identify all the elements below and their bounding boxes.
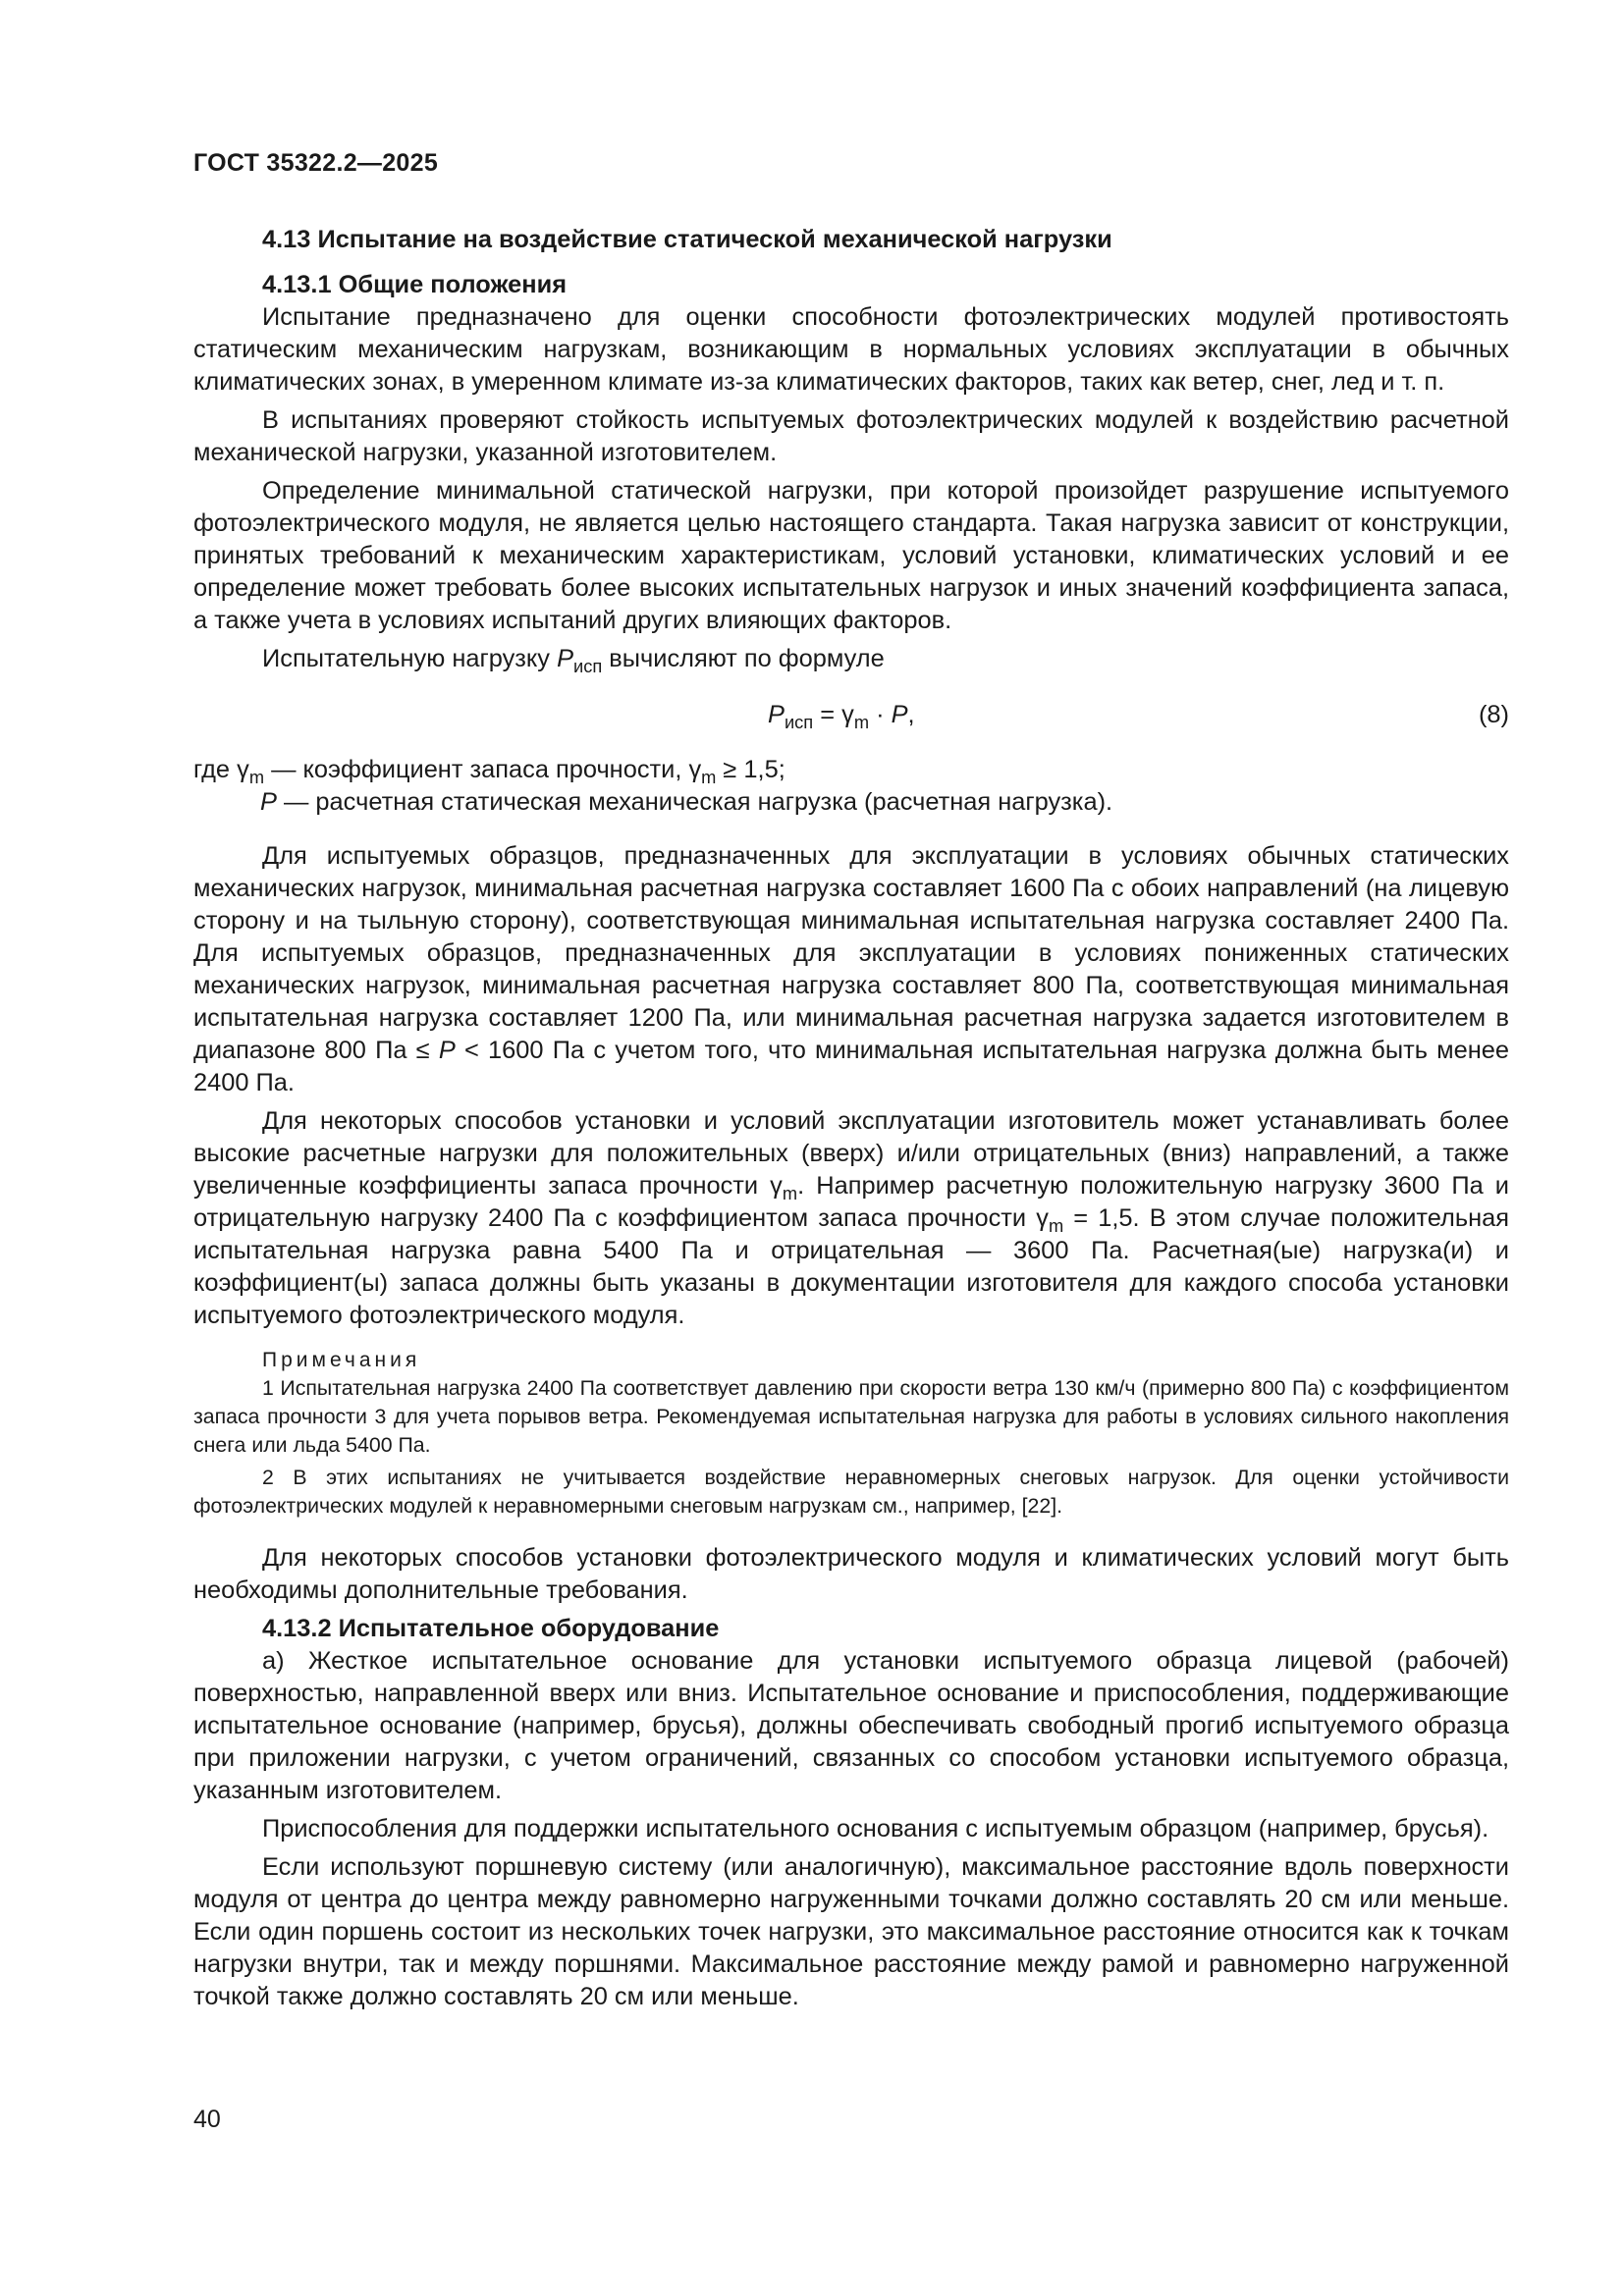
paragraph-additional-requirements: Для некоторых способов установки фотоэлектрического модуля и климатических условий могут быть необходимы дополнительные требования. xyxy=(193,1544,1509,1604)
document-header: ГОСТ 35322.2—2025 xyxy=(193,149,439,177)
note-1: 1 Испытательная нагрузка 2400 Па соответствует давлению при скорости ветра 130 км/ч (примерно 800 Па) с коэффициентом запаса прочности 3 для учета порывов ветра. Рекомендуемая испытательная нагрузка для работы в условиях сильного накопления снега или льда 5400 Па. xyxy=(193,1376,1509,1457)
document-page xyxy=(193,0,1509,2296)
paragraph-verification: В испытаниях проверяют стойкость испытуемых фотоэлектрических модулей к воздействию расчетной механической нагрузки, указанной изготовителем. xyxy=(193,406,1509,466)
note-2: 2 В этих испытаниях не учитывается воздействие неравномерных снеговых нагрузок. Для оценки устойчивости фотоэлектрических модулей к неравномерными снеговым нагрузкам см., например, [22]. xyxy=(193,1466,1509,1518)
subsection-heading-4-13-1: 4.13.1 Общие положения xyxy=(262,271,568,298)
notes-block xyxy=(193,1346,1509,1521)
subsection-heading-4-13-2: 4.13.2 Испытательное оборудование xyxy=(262,1615,720,1642)
paragraph-purpose: Испытание предназначено для оценки способности фотоэлектрических модулей противостоять статическим механическим нагрузкам, возникающим в нормальных условиях эксплуатации в обычных климатических зонах, в умеренном климате из-за климатических факторов, таких как ветер, снег, лед и т. п. xyxy=(193,303,1509,396)
formula-where-gamma: где $\gamma_m$ — коэффициент запаса прочности, $\gamma_m \ge 1,5$; xyxy=(193,756,785,787)
notes-title: Примечания xyxy=(262,1349,421,1371)
section-heading-4-13: 4.13 Испытание на воздействие статической механической нагрузки xyxy=(262,226,1112,253)
formula-number: (8) xyxy=(1478,701,1509,728)
paragraph-test-base: а) Жесткое испытательное основание для установки испытуемого образца лицевой (рабочей) поверхностью, направленной вверх или вниз. Испытательное основание и приспособления, поддерживающие испытательное основание (например, брусья), должны обеспечивать свободный прогиб испытуемого образца при приложении нагрузки, с учетом ограничений, связанных со способом установки испытуемого образца, указанным изготовителем. xyxy=(193,1647,1509,1804)
paragraph-fixtures: Приспособления для поддержки испытательного основания с испытуемым образцом (например, брусья). xyxy=(262,1815,1489,1842)
formula-expression: $P_{исп} = \gamma_m \cdot P$, xyxy=(768,701,915,732)
paragraph-formula-intro: Испытательную нагрузку $P_{исп}$ вычисляют по формуле xyxy=(262,645,885,676)
paragraph-higher-loads: Для некоторых способов установки и условий эксплуатации изготовитель может устанавливать более высокие расчетные нагрузки для положительных (вверх) и/или отрицательных (вниз) направлений, а также увеличенные коэффициенты запаса прочности $\gamma_m$. Например расчетную положительную нагрузку 3600 Па и отрицательную нагрузку 2400 Па с коэффициентом запаса прочности $\gamma_m = 1,5$. В этом случае положительная испытательная нагрузка равна 5400 Па и отрицательная — 3600 Па. Расчетная(ые) нагрузка(и) и коэффициент(ы) запаса должны быть указаны в документации изготовителя для каждого способа установки испытуемого фотоэлектрического модуля. xyxy=(193,1107,1509,1329)
formula-8 xyxy=(193,691,1509,740)
formula-where-p: P — расчетная статическая механическая нагрузка (расчетная нагрузка). xyxy=(260,788,1113,816)
paragraph-piston-system: Если используют поршневую систему (или аналогичную), максимальное расстояние вдоль поверхности модуля от центра до центра между равномерно нагруженными точками должно составлять 20 см или меньше. Если один поршень состоит из нескольких точек нагрузки, это максимальное расстояние относится как к точкам нагрузки внутри, так и между поршнями. Максимальное расстояние между рамой и равномерно нагруженной точкой также должно составлять 20 см или меньше. xyxy=(193,1853,1509,2010)
page-number: 40 xyxy=(193,2106,221,2133)
paragraph-min-load: Определение минимальной статической нагрузки, при которой произойдет разрушение испытуемого фотоэлектрического модуля, не является целью настоящего стандарта. Такая нагрузка зависит от конструкции, принятых требований к механическим характеристикам, условий установки, климатических условий и ее определение может требовать более высоких испытательных нагрузок и иных значений коэффициента запаса, а также учета в условиях испытаний других влияющих факторов. xyxy=(193,477,1509,634)
paragraph-load-values: Для испытуемых образцов, предназначенных для эксплуатации в условиях обычных статических механических нагрузок, минимальная расчетная нагрузка составляет 1600 Па с обоих направлений (на лицевую сторону и на тыльную сторону), соответствующая минимальная испытательная нагрузка составляет 2400 Па. Для испытуемых образцов, предназначенных для эксплуатации в условиях пониженных статических механических нагрузок, минимальная расчетная нагрузка составляет 800 Па, соответствующая минимальная испытательная нагрузка составляет 1200 Па, или минимальная расчетная нагрузка задается изготовителем в диапазоне 800 Па ≤ P < 1600 Па с учетом того, что минимальная испытательная нагрузка должна быть менее 2400 Па. xyxy=(193,842,1509,1096)
document-body xyxy=(193,224,1509,2013)
